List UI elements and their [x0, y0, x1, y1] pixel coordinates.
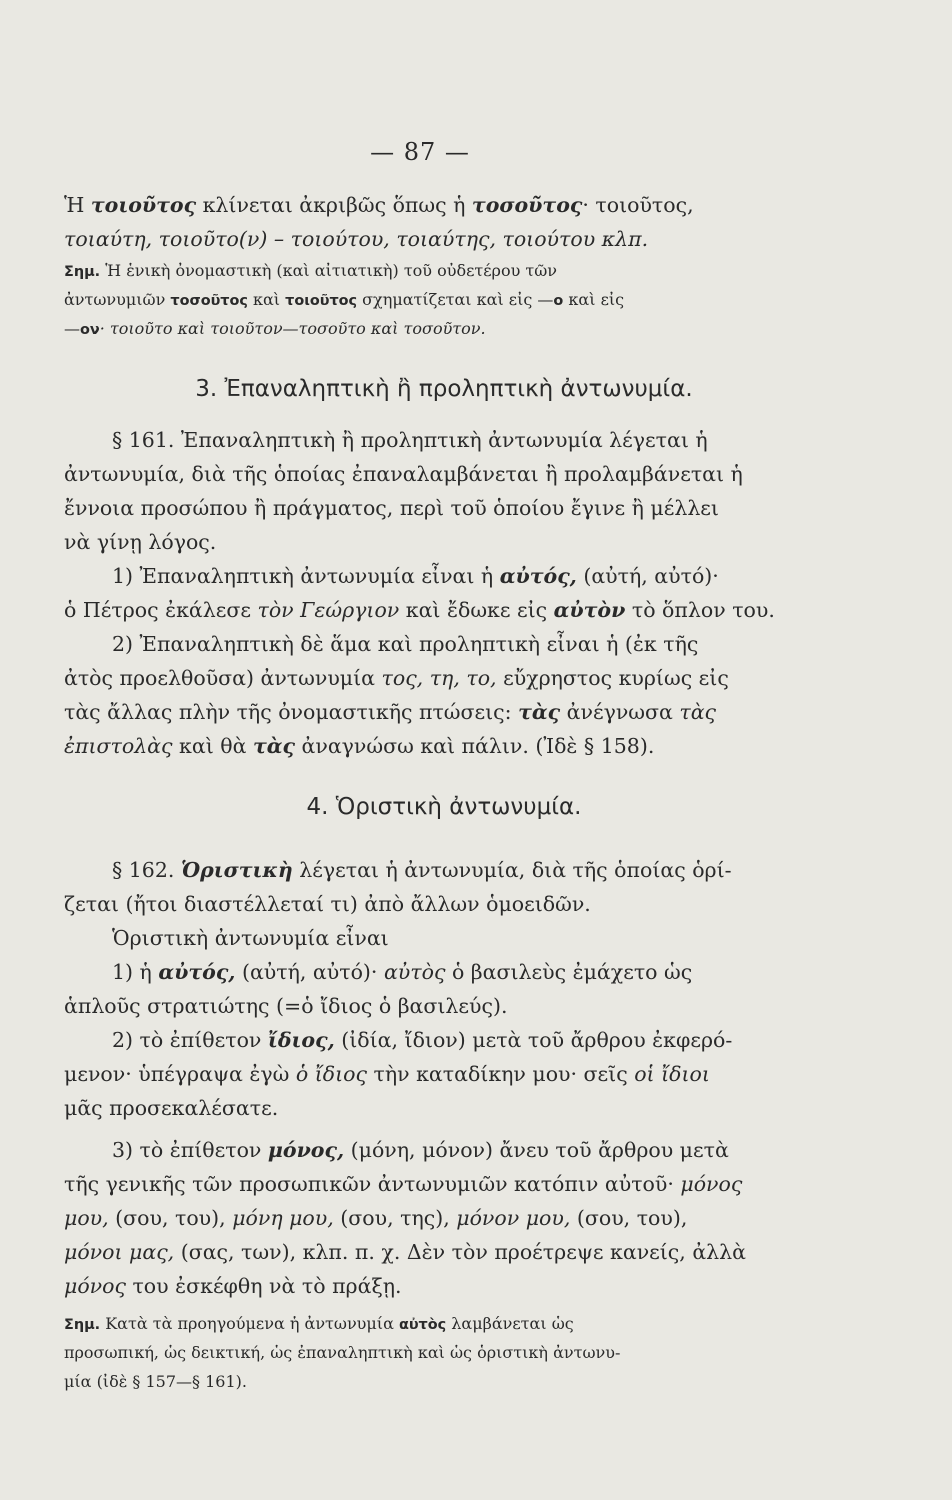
- term: αὐτὸν: [553, 598, 626, 622]
- text: Κατὰ τὰ προηγούμενα ἡ ἀντωνυμία: [100, 1314, 399, 1333]
- s3-line-5: [64, 559, 784, 593]
- text: μενον· ὑπέγραψα ἐγὼ: [64, 1062, 296, 1086]
- term: τὸν Γεώργιον: [257, 598, 400, 622]
- term: οἱ ἴδιοι: [634, 1062, 710, 1086]
- s4-line-8: μᾶς προσεκαλέσατε.: [64, 1096, 279, 1120]
- term: αὐτὸς: [383, 960, 446, 984]
- intro-note-line-1: [64, 256, 784, 285]
- text: 3) τὸ ἐπίθετον: [112, 1138, 268, 1162]
- term: τος, τη, το,: [381, 666, 497, 690]
- text: τὴν καταδίκην μου· σεῖς: [366, 1062, 635, 1086]
- text: εὔχρηστος κυρίως εἰς: [496, 666, 729, 690]
- s3-line-4: νὰ γίνῃ λόγος.: [64, 530, 217, 554]
- text: ὁ Πέτρος ἐκάλεσε: [64, 598, 258, 622]
- s3-line-6: [64, 593, 784, 627]
- s3-line-8: [64, 661, 784, 695]
- text: 1) ἡ: [112, 960, 159, 984]
- text: · τοιοῦτος,: [582, 193, 694, 217]
- term: ον: [80, 322, 100, 338]
- s4-note-line-3: μία (ἰδὲ § 157—§ 161).: [64, 1372, 247, 1391]
- intro-note-line-2: [64, 285, 784, 314]
- term: τὰς: [679, 700, 717, 724]
- text: καὶ: [247, 290, 286, 309]
- text: (σας, των), κλπ. π. χ. Δὲν τὸν προέτρεψε κανείς, ἀλλὰ: [174, 1240, 746, 1264]
- term: μόνος,: [267, 1138, 345, 1162]
- term: τοσοῦτος: [170, 293, 248, 309]
- s3-line-9: [64, 695, 784, 729]
- text: (μόνη, μόνον) ἄνευ τοῦ ἄρθρου μετὰ: [344, 1138, 729, 1162]
- s4-line-11: [64, 1201, 784, 1235]
- term: τοιοῦτος: [90, 193, 197, 217]
- text: του ἐσκέφθη νὰ τὸ πράξῃ.: [125, 1274, 402, 1298]
- s4-line-2: ζεται (ἤτοι διαστέλλεταί τι) ἀπὸ ἄλλων ὁμοειδῶν.: [64, 892, 591, 916]
- term: Ὁριστικὴ: [180, 858, 293, 882]
- text: · τοιοῦτο καὶ τοιοῦτον—τοσοῦτο καὶ τοσοῦτον.: [99, 319, 486, 338]
- text: 1) Ἐπαναληπτικὴ ἀντωνυμία εἶναι ἡ: [112, 564, 500, 588]
- s4-line-5: ἁπλοῦς στρατιώτης (=ὁ ἴδιος ὁ βασιλεύς).: [64, 994, 508, 1018]
- text: καὶ ἔδωκε εἰς: [399, 598, 554, 622]
- term: αὐτὸς: [398, 1317, 447, 1333]
- s3-line-1: § 161. Ἐπαναληπτικὴ ἢ προληπτικὴ ἀντωνυμία λέγεται ἡ: [112, 428, 708, 452]
- s4-line-7: [64, 1057, 784, 1091]
- intro-note-line-3: [64, 314, 784, 343]
- term: αὐτός,: [499, 564, 577, 588]
- s3-line-10: [64, 729, 784, 763]
- s3-line-7: 2) Ἐπαναληπτικὴ δὲ ἅμα καὶ προληπτικὴ εἶναι ἡ (ἐκ τῆς: [112, 632, 699, 656]
- term: τοσοῦτος: [471, 193, 583, 217]
- text: Ἡ: [64, 193, 91, 217]
- term: τὰς: [518, 700, 561, 724]
- text: καὶ θὰ: [172, 734, 253, 758]
- s4-line-9: [64, 1133, 784, 1167]
- text: καὶ εἰς: [563, 290, 625, 309]
- s3-line-2: ἀντωνυμία, διὰ τῆς ὁποίας ἐπαναλαμβάνεται ἢ προλαμβάνεται ἡ: [64, 462, 743, 486]
- text: ἀτὸς προελθοῦσα) ἀντωνυμία: [64, 666, 382, 690]
- text: λαμβάνεται ὡς: [446, 1314, 574, 1333]
- term: μόνος: [64, 1274, 126, 1298]
- text: σχηματίζεται καὶ εἰς —: [357, 290, 554, 309]
- note-label: Σημ.: [64, 264, 101, 280]
- text: (σου, του),: [570, 1206, 688, 1230]
- text: λέγεται ἡ ἀντωνυμία, διὰ τῆς ὁποίας ὁρί-: [292, 858, 732, 882]
- text: ἀντωνυμιῶν: [64, 290, 171, 309]
- term: μόνη μου,: [232, 1206, 334, 1230]
- term: τοιοῦτος: [285, 293, 358, 309]
- text: κλίνεται ἀκριβῶς ὅπως ἡ: [196, 193, 472, 217]
- s4-line-6: [64, 1023, 784, 1057]
- text: (ἰδία, ἴδιον) μετὰ τοῦ ἄρθρου ἐκφερό-: [334, 1028, 733, 1052]
- term: μόνον μου,: [456, 1206, 571, 1230]
- term: ὁ ἴδιος: [295, 1062, 367, 1086]
- term: ἐπιστολὰς: [64, 734, 173, 758]
- section-4-heading: 4. Ὁριστικὴ ἀντωνυμία.: [306, 794, 582, 820]
- text: ἀνέγνωσα: [560, 700, 680, 724]
- s4-line-13: [64, 1269, 784, 1303]
- section-3-heading: 3. Ἐπαναληπτικὴ ἢ προληπτικὴ ἀντωνυμία.: [195, 376, 693, 402]
- s4-line-10: [64, 1167, 784, 1201]
- intro-line-2: τοιαύτη, τοιοῦτο(ν) – τοιούτου, τοιαύτης, τοιούτου κλπ.: [64, 227, 649, 251]
- term: μόνος: [680, 1172, 743, 1196]
- s4-line-4: [64, 955, 784, 989]
- text: —: [64, 319, 80, 338]
- text: τῆς γενικῆς τῶν προσωπικῶν ἀντωνυμιῶν κατόπιν αὐτοῦ·: [64, 1172, 681, 1196]
- term: ο: [553, 293, 564, 309]
- text: ἀναγνώσω καὶ πάλιν. (Ἰδὲ § 158).: [295, 734, 655, 758]
- text: (σου, της),: [333, 1206, 457, 1230]
- term: ἴδιος,: [267, 1028, 335, 1052]
- note-label: Σημ.: [64, 1317, 101, 1333]
- text: τὰς ἄλλας πλὴν τῆς ὀνομαστικῆς πτώσεις:: [64, 700, 519, 724]
- text: τὸ ὅπλον του.: [625, 598, 775, 622]
- page-body: [64, 188, 784, 1396]
- term: μόνοι μας,: [64, 1240, 175, 1264]
- s4-note-line-1: [64, 1309, 784, 1338]
- s3-line-3: ἔννοια προσώπου ἢ πράγματος, περὶ τοῦ ὁποίου ἔγινε ἢ μέλλει: [64, 496, 719, 520]
- text: (αὐτή, αὐτό)·: [576, 564, 719, 588]
- intro-line-1: [64, 188, 784, 222]
- s4-line-3: Ὁριστικὴ ἀντωνυμία εἶναι: [112, 926, 389, 950]
- text: ὁ βασιλεὺς ἐμάχετο ὡς: [445, 960, 693, 984]
- text: 2) τὸ ἐπίθετον: [112, 1028, 268, 1052]
- text: § 162.: [112, 858, 181, 882]
- s4-line-12: [64, 1235, 784, 1269]
- term: μου,: [64, 1206, 109, 1230]
- text: (αὐτή, αὐτό)·: [235, 960, 384, 984]
- text: (σου, του),: [108, 1206, 233, 1230]
- term: αὐτός,: [158, 960, 236, 984]
- s4-note-line-2: προσωπική, ὡς δεικτική, ὡς ἐπαναληπτικὴ καὶ ὡς ὁριστικὴ ἀντωνυ-: [64, 1343, 621, 1362]
- term: τὰς: [252, 734, 296, 758]
- s4-line-1: [64, 853, 784, 887]
- page-number: — 87 —: [370, 138, 470, 166]
- text: Ἡ ἑνικὴ ὀνομαστικὴ (καὶ αἰτιατικὴ) τοῦ οὐδετέρου τῶν: [100, 261, 558, 280]
